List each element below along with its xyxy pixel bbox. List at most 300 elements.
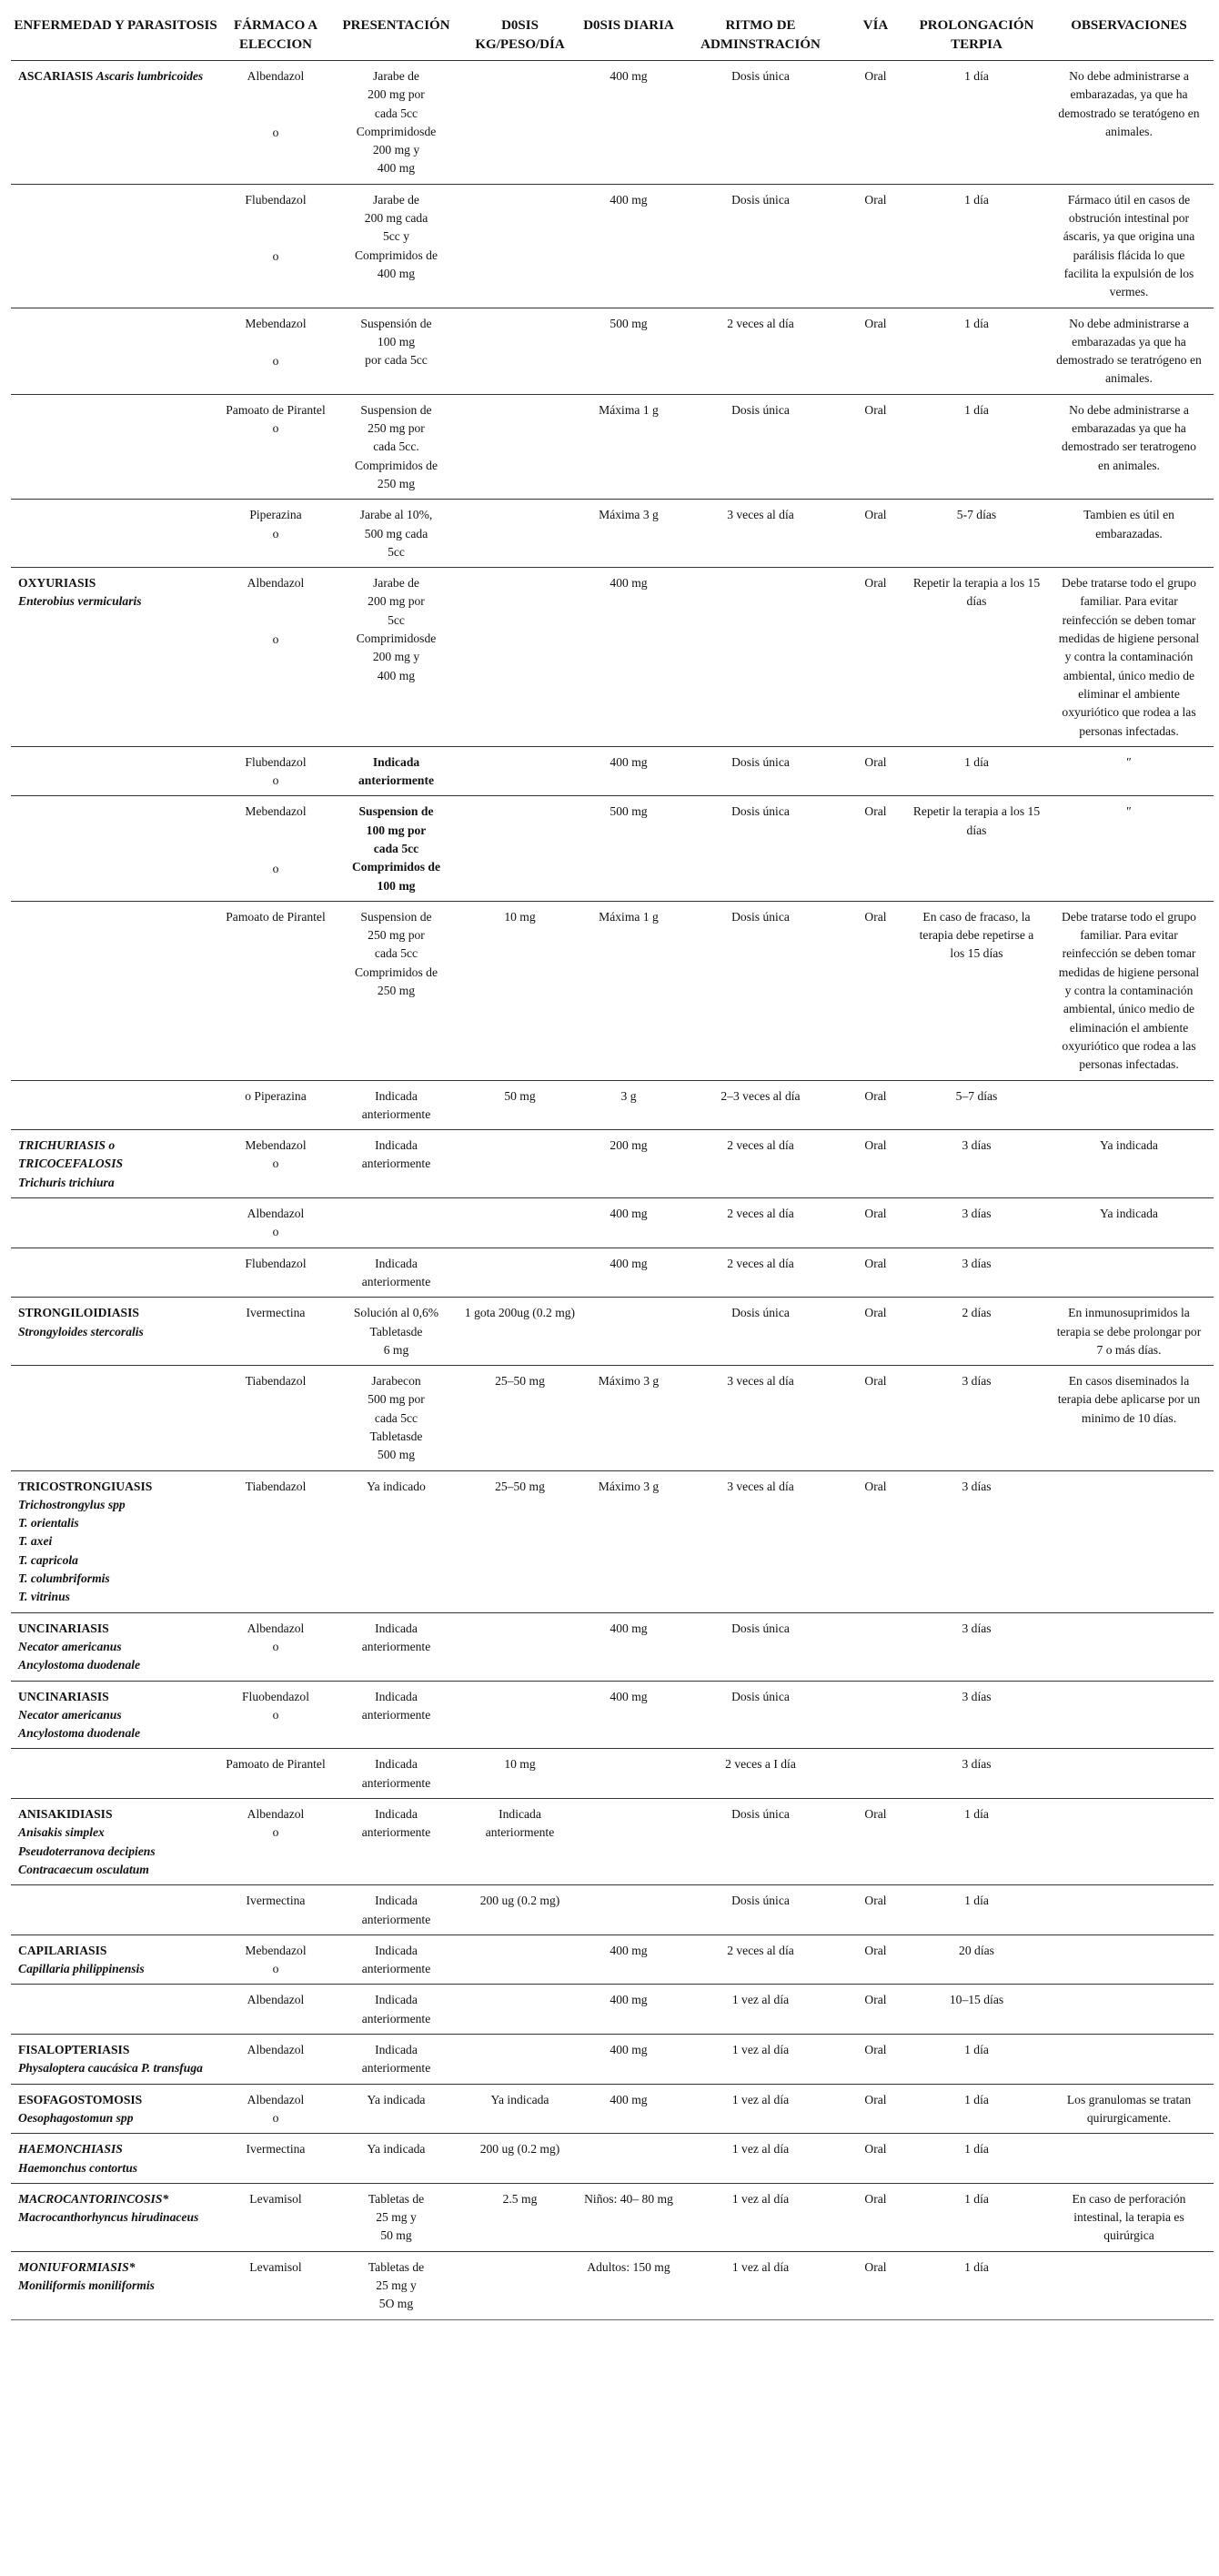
dose-day-cell: 400 mg (610, 1207, 648, 1221)
drug-cell (220, 184, 331, 308)
drug-or: o (272, 632, 279, 647)
presentation-cell (331, 1366, 461, 1470)
dose-kg-cell: 10 mg (504, 909, 536, 924)
drug-name: Albendazol (247, 69, 305, 83)
presentation-cell (331, 184, 461, 308)
presentation-cell (331, 394, 461, 499)
observations-cell (1044, 1985, 1214, 2035)
drug-cell: Ivermectina (246, 2142, 306, 2157)
drug-or: o (272, 249, 279, 264)
presentation-cell (331, 901, 461, 1080)
dose-kg-cell: 10 mg (504, 1757, 536, 1772)
duration-cell: 1 día (964, 2043, 989, 2057)
observations-cell: En inmunosuprimidos la terapia se debe prolongar por 7 o más días. (1056, 1306, 1202, 1357)
rhythm-cell: Dosis única (731, 402, 790, 417)
disease-name: MACROCANTORINCOSIS* (18, 2191, 169, 2206)
presentation-line: 200 mg por (368, 594, 425, 609)
presentation-cell (331, 1298, 461, 1366)
disease-cell (11, 1366, 220, 1470)
presentation-line: Indicada (375, 1993, 418, 2007)
drug-name: Pamoato de Pirantel (226, 909, 326, 924)
route-cell: Oral (864, 576, 887, 591)
table-row (11, 1681, 1214, 1749)
dose-day-cell: Máxima 1 g (599, 402, 659, 417)
table-row (11, 1985, 1214, 2035)
presentation-line: 100 mg (377, 878, 416, 893)
presentation-line: 500 mg cada (364, 526, 428, 540)
disease-name: CAPILARIASIS (18, 1943, 107, 1957)
presentation-line: cada 5cc (374, 106, 418, 120)
drug-name: Albendazol (247, 576, 305, 591)
rhythm-cell (679, 568, 842, 747)
species-name: T. vitrinus (18, 1590, 70, 1604)
presentation-line: 400 mg (377, 668, 416, 682)
table-row (11, 1749, 1214, 1799)
observations-cell: No debe administrarse a embarazadas, ya que ha demostrado se teratógeno en animales. (1058, 69, 1200, 138)
observations-cell (1044, 1470, 1214, 1612)
dose-kg-cell (461, 2035, 579, 2085)
route-cell: Oral (864, 1943, 887, 1957)
presentation-line: 5cc (388, 612, 405, 627)
disease-name: UNCINARIASIS (18, 1689, 109, 1703)
observations-cell: En caso de perforación intestinal, la terapia es quirúrgica (1072, 2191, 1186, 2243)
presentation-cell (331, 1935, 461, 1985)
drug-or: o (272, 773, 279, 788)
dose-kg-cell (461, 394, 579, 499)
dose-day-cell: Máxima 1 g (599, 909, 659, 924)
disease-cell (11, 1248, 220, 1298)
presentation-line: anteriormente (361, 1639, 431, 1653)
drug-or: o (272, 421, 279, 436)
dose-day-cell: 400 mg (610, 192, 648, 207)
duration-cell: 1 día (964, 754, 989, 769)
drug-cell: Albendazol (247, 1993, 305, 2007)
table-row (11, 184, 1214, 308)
species-name: Macrocanthorhyncus hirudinaceus (18, 2210, 199, 2225)
presentation-line: 100 mg por (366, 823, 427, 837)
dose-kg-cell (461, 1198, 579, 1248)
rhythm-cell: Dosis única (731, 1689, 790, 1703)
observations-cell: Fármaco útil en casos de obstrución intestinal por áscaris, ya que origina una parálisis flácida lo que facilita la expulsión de los vermes. (1063, 192, 1195, 299)
dose-day-cell: 500 mg (610, 316, 648, 330)
table-row (11, 1366, 1214, 1470)
drug-cell (220, 61, 331, 185)
species-name: Haemonchus contortus (18, 2160, 138, 2175)
presentation-line: Jarabe de (373, 69, 419, 83)
presentation-cell (331, 1799, 461, 1885)
drug-or: o (272, 2110, 279, 2125)
presentation-line: Jarabecon (371, 1374, 421, 1389)
table-row (11, 901, 1214, 1080)
rhythm-cell: 1 vez al día (731, 2191, 790, 2206)
dose-kg-cell: 1 gota 200ug (0.2 mg) (464, 1306, 576, 1320)
presentation-line: 500 mg (377, 1448, 416, 1462)
species-name: Moniliformis moniliformis (18, 2278, 155, 2292)
rhythm-cell: Dosis única (731, 192, 790, 207)
drug-cell (220, 901, 331, 1080)
dose-day-cell: 400 mg (610, 1993, 648, 2007)
presentation-line: 5cc (388, 544, 405, 559)
dose-kg-cell (461, 1130, 579, 1198)
duration-cell: Repetir la terapia a los 15 días (912, 576, 1041, 609)
presentation-line: 25 mg y (376, 2278, 417, 2292)
observations-cell: ″ (1126, 754, 1132, 769)
dose-day-cell: 200 mg (610, 1138, 648, 1153)
species-name: T. axei (18, 1534, 53, 1549)
drug-cell: Tiabendazol (245, 1479, 307, 1493)
presentation-cell (331, 1612, 461, 1681)
observations-cell (1044, 1885, 1214, 1935)
dose-day-cell (579, 1885, 679, 1935)
drug-or: o (272, 1962, 279, 1976)
dose-day-cell: Máxima 3 g (599, 508, 659, 522)
presentation-line: 50 mg (380, 2228, 412, 2243)
presentation-cell: Ya indicado (367, 1479, 426, 1493)
route-cell: Oral (864, 2043, 887, 2057)
presentation-cell (331, 61, 461, 185)
presentation-cell (331, 308, 461, 394)
observations-cell: No debe administrarse a embarazadas ya que ha demostrado se teratrógeno en animales. (1056, 316, 1202, 386)
observations-cell: ″ (1126, 804, 1132, 819)
dose-day-cell: 400 mg (610, 1621, 648, 1635)
dose-kg-cell (461, 1935, 579, 1985)
species-name: Ancylostoma duodenale (18, 1726, 141, 1741)
presentation-line: cada 5cc. (373, 439, 419, 454)
dose-day-cell (579, 1799, 679, 1885)
disease-name: STRONGILOIDIASIS (18, 1306, 139, 1320)
disease-cell (11, 568, 220, 747)
drug-name: Albendazol (247, 1621, 305, 1635)
table-row (11, 2134, 1214, 2184)
drug-cell (220, 1612, 331, 1681)
disease-cell (11, 746, 220, 796)
disease-cell (11, 2251, 220, 2319)
presentation-line: Suspension de (360, 909, 432, 924)
presentation-line: Indicada (375, 2043, 418, 2057)
dose-day-cell: Adultos: 150 mg (587, 2259, 670, 2274)
drug-name: Albendazol (247, 1207, 305, 1221)
rhythm-cell: 1 vez al día (731, 2142, 790, 2157)
rhythm-cell: 1 vez al día (731, 2043, 790, 2057)
dose-day-cell: 500 mg (610, 804, 648, 819)
presentation-line: 200 mg y (372, 143, 420, 157)
species-name: Necator americanus (18, 1707, 122, 1722)
route-cell (842, 1749, 909, 1799)
drug-cell: Albendazol (247, 2043, 305, 2057)
dose-day-cell: 3 g (620, 1088, 637, 1103)
presentation-line: Jarabe de (373, 192, 419, 207)
duration-cell: 1 día (964, 192, 989, 207)
table-row (11, 796, 1214, 901)
dose-kg-cell (461, 1248, 579, 1298)
drug-cell (220, 394, 331, 499)
observations-cell (1044, 1080, 1214, 1130)
table-row (11, 2183, 1214, 2251)
dose-kg-cell: 2.5 mg (502, 2191, 538, 2206)
duration-cell: 5–7 días (955, 1088, 998, 1103)
presentation-line: Suspensión de (360, 316, 432, 330)
table-row (11, 2251, 1214, 2319)
duration-cell: 1 día (964, 2092, 989, 2106)
route-cell: Oral (864, 402, 887, 417)
presentation-line: 200 mg y (372, 650, 420, 664)
duration-cell: 1 día (964, 1807, 989, 1822)
dose-kg-cell (461, 2251, 579, 2319)
dose-day-cell: 400 mg (610, 754, 648, 769)
dose-day-cell: 400 mg (610, 576, 648, 591)
species-name: Trichostrongylus spp (18, 1497, 126, 1511)
disease-cell (11, 1749, 220, 1799)
presentation-line: 6 mg (383, 1342, 409, 1357)
rhythm-cell: Dosis única (731, 754, 790, 769)
drug-cell: o Piperazina (245, 1088, 307, 1103)
rhythm-cell: 2–3 veces al día (720, 1088, 801, 1103)
rhythm-cell: 3 veces al día (727, 1479, 794, 1493)
drug-name: Mebendazol (245, 316, 307, 330)
presentation-line: Indicada (375, 1807, 418, 1822)
route-cell (842, 1681, 909, 1749)
route-cell: Oral (864, 2142, 887, 2157)
table-row (11, 1248, 1214, 1298)
presentation-line: 200 mg por (368, 87, 425, 102)
presentation-line: Suspension de (358, 804, 434, 819)
presentation-line: por cada 5cc (365, 353, 428, 368)
disease-name: ASCARIASIS (18, 69, 94, 83)
drug-cell: Levamisol (249, 2259, 302, 2274)
drug-cell (220, 500, 331, 568)
table-row (11, 1799, 1214, 1885)
drug-name: Flubendazol (245, 754, 307, 769)
drug-cell (220, 568, 331, 747)
header-disease: ENFERMEDAD Y PARASITOSIS (11, 9, 220, 61)
table-row (11, 1080, 1214, 1130)
presentation-line: anteriormente (361, 1775, 431, 1790)
disease-name: OXYURIASIS (18, 576, 96, 591)
presentation-line: cada 5cc (373, 841, 419, 855)
observations-cell (1044, 2134, 1214, 2184)
drug-or: o (272, 1707, 279, 1722)
disease-cell (11, 2084, 220, 2134)
species-name: Capillaria philippinensis (18, 1962, 145, 1976)
presentation-line: Indicada (375, 1256, 418, 1270)
dose-kg-cell (461, 184, 579, 308)
presentation-line: Comprimidos de (354, 247, 438, 262)
duration-cell: 3 días (962, 1207, 992, 1221)
dose-kg-cell: 50 mg (504, 1088, 536, 1103)
route-cell: Oral (864, 1138, 887, 1153)
presentation-line: Indicada (375, 1088, 418, 1103)
drug-cell (220, 746, 331, 796)
presentation-line: Suspension de (360, 402, 432, 417)
table-row (11, 1612, 1214, 1681)
disease-name: UNCINARIASIS (18, 1621, 109, 1635)
route-cell: Oral (864, 2259, 887, 2274)
drug-cell: Tiabendazol (245, 1374, 307, 1389)
table-row (11, 1298, 1214, 1366)
rhythm-cell: 2 veces al día (727, 316, 794, 330)
presentation-cell (331, 500, 461, 568)
dose-kg-cell: Indicada anteriormente (485, 1807, 555, 1840)
duration-cell: 20 días (959, 1943, 994, 1957)
rhythm-cell: 1 vez al día (731, 2092, 790, 2106)
table-row (11, 746, 1214, 796)
drug-or: o (272, 861, 279, 875)
presentation-line: 250 mg por (368, 928, 425, 943)
rhythm-cell: Dosis única (731, 1621, 790, 1635)
observations-cell (1044, 1749, 1214, 1799)
species-name: Physaloptera caucásica P. transfuga (18, 2061, 203, 2076)
presentation-cell (331, 1749, 461, 1799)
table-row (11, 500, 1214, 568)
dose-kg-cell (461, 61, 579, 185)
disease-cell (11, 2134, 220, 2184)
drug-or: o (272, 1157, 279, 1171)
duration-cell: 3 días (962, 1374, 992, 1389)
species-name: Trichuris trichiura (18, 1175, 115, 1189)
table-row (11, 1470, 1214, 1612)
duration-cell: 3 días (962, 1256, 992, 1270)
dose-kg-cell: Ya indicada (490, 2092, 549, 2106)
presentation-line: 25 mg y (376, 2210, 417, 2225)
drug-cell (220, 2084, 331, 2134)
drug-cell: Flubendazol (245, 1256, 307, 1270)
presentation-line: 200 mg cada (364, 211, 428, 226)
presentation-line: anteriormente (361, 1707, 431, 1722)
rhythm-cell: Dosis única (731, 1894, 790, 1908)
route-cell: Oral (864, 316, 887, 330)
dose-kg-cell (461, 500, 579, 568)
dose-day-cell (579, 1749, 679, 1799)
species-name: Pseudoterranova decipiens (18, 1844, 156, 1858)
route-cell: Oral (864, 1479, 887, 1493)
duration-cell: Repetir la terapia a los 15 días (912, 804, 1041, 837)
presentation-cell (331, 1130, 461, 1198)
presentation-line: Tabletas de (368, 2191, 425, 2206)
drug-or: o (272, 126, 279, 140)
drug-name: Fluobendazol (242, 1689, 309, 1703)
disease-name: TRICOSTRONGIUASIS (18, 1479, 153, 1493)
drug-name: Flubendazol (245, 192, 307, 207)
duration-cell: 1 día (964, 402, 989, 417)
rhythm-cell: Dosis única (731, 909, 790, 924)
dose-day-cell: 400 mg (610, 1943, 648, 1957)
duration-cell: En caso de fracaso, la terapia debe repetirse a los 15 días (919, 909, 1034, 961)
table-header-row (11, 9, 1214, 61)
rhythm-cell: Dosis única (731, 69, 790, 83)
presentation-line: Indicada (375, 1943, 418, 1957)
presentation-line: cada 5cc (374, 1410, 418, 1425)
presentation-line: Indicada (372, 754, 420, 769)
route-cell: Oral (864, 192, 887, 207)
presentation-line: Indicada (375, 1894, 418, 1908)
rhythm-cell: 3 veces al día (727, 1374, 794, 1389)
observations-cell: Tambien es útil en embarazadas. (1083, 508, 1174, 540)
disease-cell (11, 1130, 220, 1198)
duration-cell: 5-7 días (956, 508, 997, 522)
dose-kg-cell (461, 568, 579, 747)
rhythm-cell: 3 veces al día (727, 508, 794, 522)
table-row (11, 1885, 1214, 1935)
drug-table-sheet (11, 9, 1214, 2320)
presentation-line: anteriormente (361, 1825, 431, 1840)
species-name: Anisakis simplex (18, 1825, 105, 1840)
rhythm-cell: Dosis única (731, 804, 790, 819)
presentation-line: Tabletas de (368, 2259, 425, 2274)
table-row (11, 568, 1214, 747)
rhythm-cell: 2 veces al día (727, 1207, 794, 1221)
route-cell: Oral (864, 1993, 887, 2007)
presentation-line: anteriormente (361, 1274, 431, 1288)
drug-cell (220, 308, 331, 394)
drug-or: o (272, 1825, 279, 1840)
disease-cell (11, 1080, 220, 1130)
observations-cell (1044, 1248, 1214, 1298)
disease-cell (11, 2035, 220, 2085)
header-route: VÍA (842, 9, 909, 61)
presentation-line: Tabletasde (369, 1324, 423, 1339)
species-name: Contracaecum osculatum (18, 1862, 149, 1876)
rhythm-cell: 1 vez al día (731, 2259, 790, 2274)
drug-or: o (272, 1225, 279, 1239)
disease-cell (11, 1985, 220, 2035)
dose-kg-cell (461, 746, 579, 796)
header-rhythm: RITMO DE ADMINSTRACIÓN (679, 9, 842, 61)
species-name: Ascaris lumbricoides (96, 69, 204, 83)
dose-day-cell: 400 mg (610, 2043, 648, 2057)
presentation-cell (331, 2183, 461, 2251)
observations-cell: Los granulomas se tratan quirurgicamente. (1066, 2092, 1192, 2125)
duration-cell: 10–15 días (949, 1993, 1004, 2007)
dose-day-cell: 400 mg (610, 1256, 648, 1270)
species-name: T. capricola (18, 1552, 78, 1567)
rhythm-cell: Dosis única (731, 1306, 790, 1320)
presentation-cell (331, 2035, 461, 2085)
drug-cell: Pamoato de Pirantel (226, 1757, 326, 1772)
dose-day-cell: 400 mg (610, 1689, 648, 1703)
disease-cell (11, 1612, 220, 1681)
drug-cell (220, 1935, 331, 1985)
disease-name: TRICHURIASIS o TRICOCEFALOSIS (18, 1138, 124, 1171)
route-cell: Oral (864, 69, 887, 83)
table-row (11, 2084, 1214, 2134)
presentation-line: anteriormente (361, 1157, 431, 1171)
disease-cell (11, 308, 220, 394)
disease-cell (11, 1885, 220, 1935)
drug-cell (220, 1130, 331, 1198)
presentation-line: 500 mg por (368, 1392, 425, 1407)
observations-cell (1044, 1681, 1214, 1749)
header-dose-kg: D0SIS KG/PESO/DÍA (461, 9, 579, 61)
presentation-line: Indicada (375, 1138, 418, 1153)
dose-kg-cell (461, 308, 579, 394)
table-row (11, 2035, 1214, 2085)
drug-cell (220, 1799, 331, 1885)
dose-day-cell: Máximo 3 g (598, 1374, 660, 1389)
observations-cell (1044, 2251, 1214, 2319)
duration-cell: 3 días (962, 1138, 992, 1153)
drug-name: Mebendazol (245, 1138, 307, 1153)
duration-cell: 1 día (964, 1894, 989, 1908)
drug-cell: Ivermectina (246, 1306, 306, 1320)
dose-kg-cell: 200 ug (0.2 mg) (479, 1894, 560, 1908)
disease-name: HAEMONCHIASIS (18, 2142, 123, 2157)
presentation-line: Comprimidosde (356, 124, 437, 138)
disease-cell (11, 1799, 220, 1885)
species-name: Necator americanus (18, 1639, 122, 1653)
dose-day-cell (579, 2134, 679, 2184)
disease-name: FISALOPTERIASIS (18, 2043, 130, 2057)
drug-cell (220, 1681, 331, 1749)
